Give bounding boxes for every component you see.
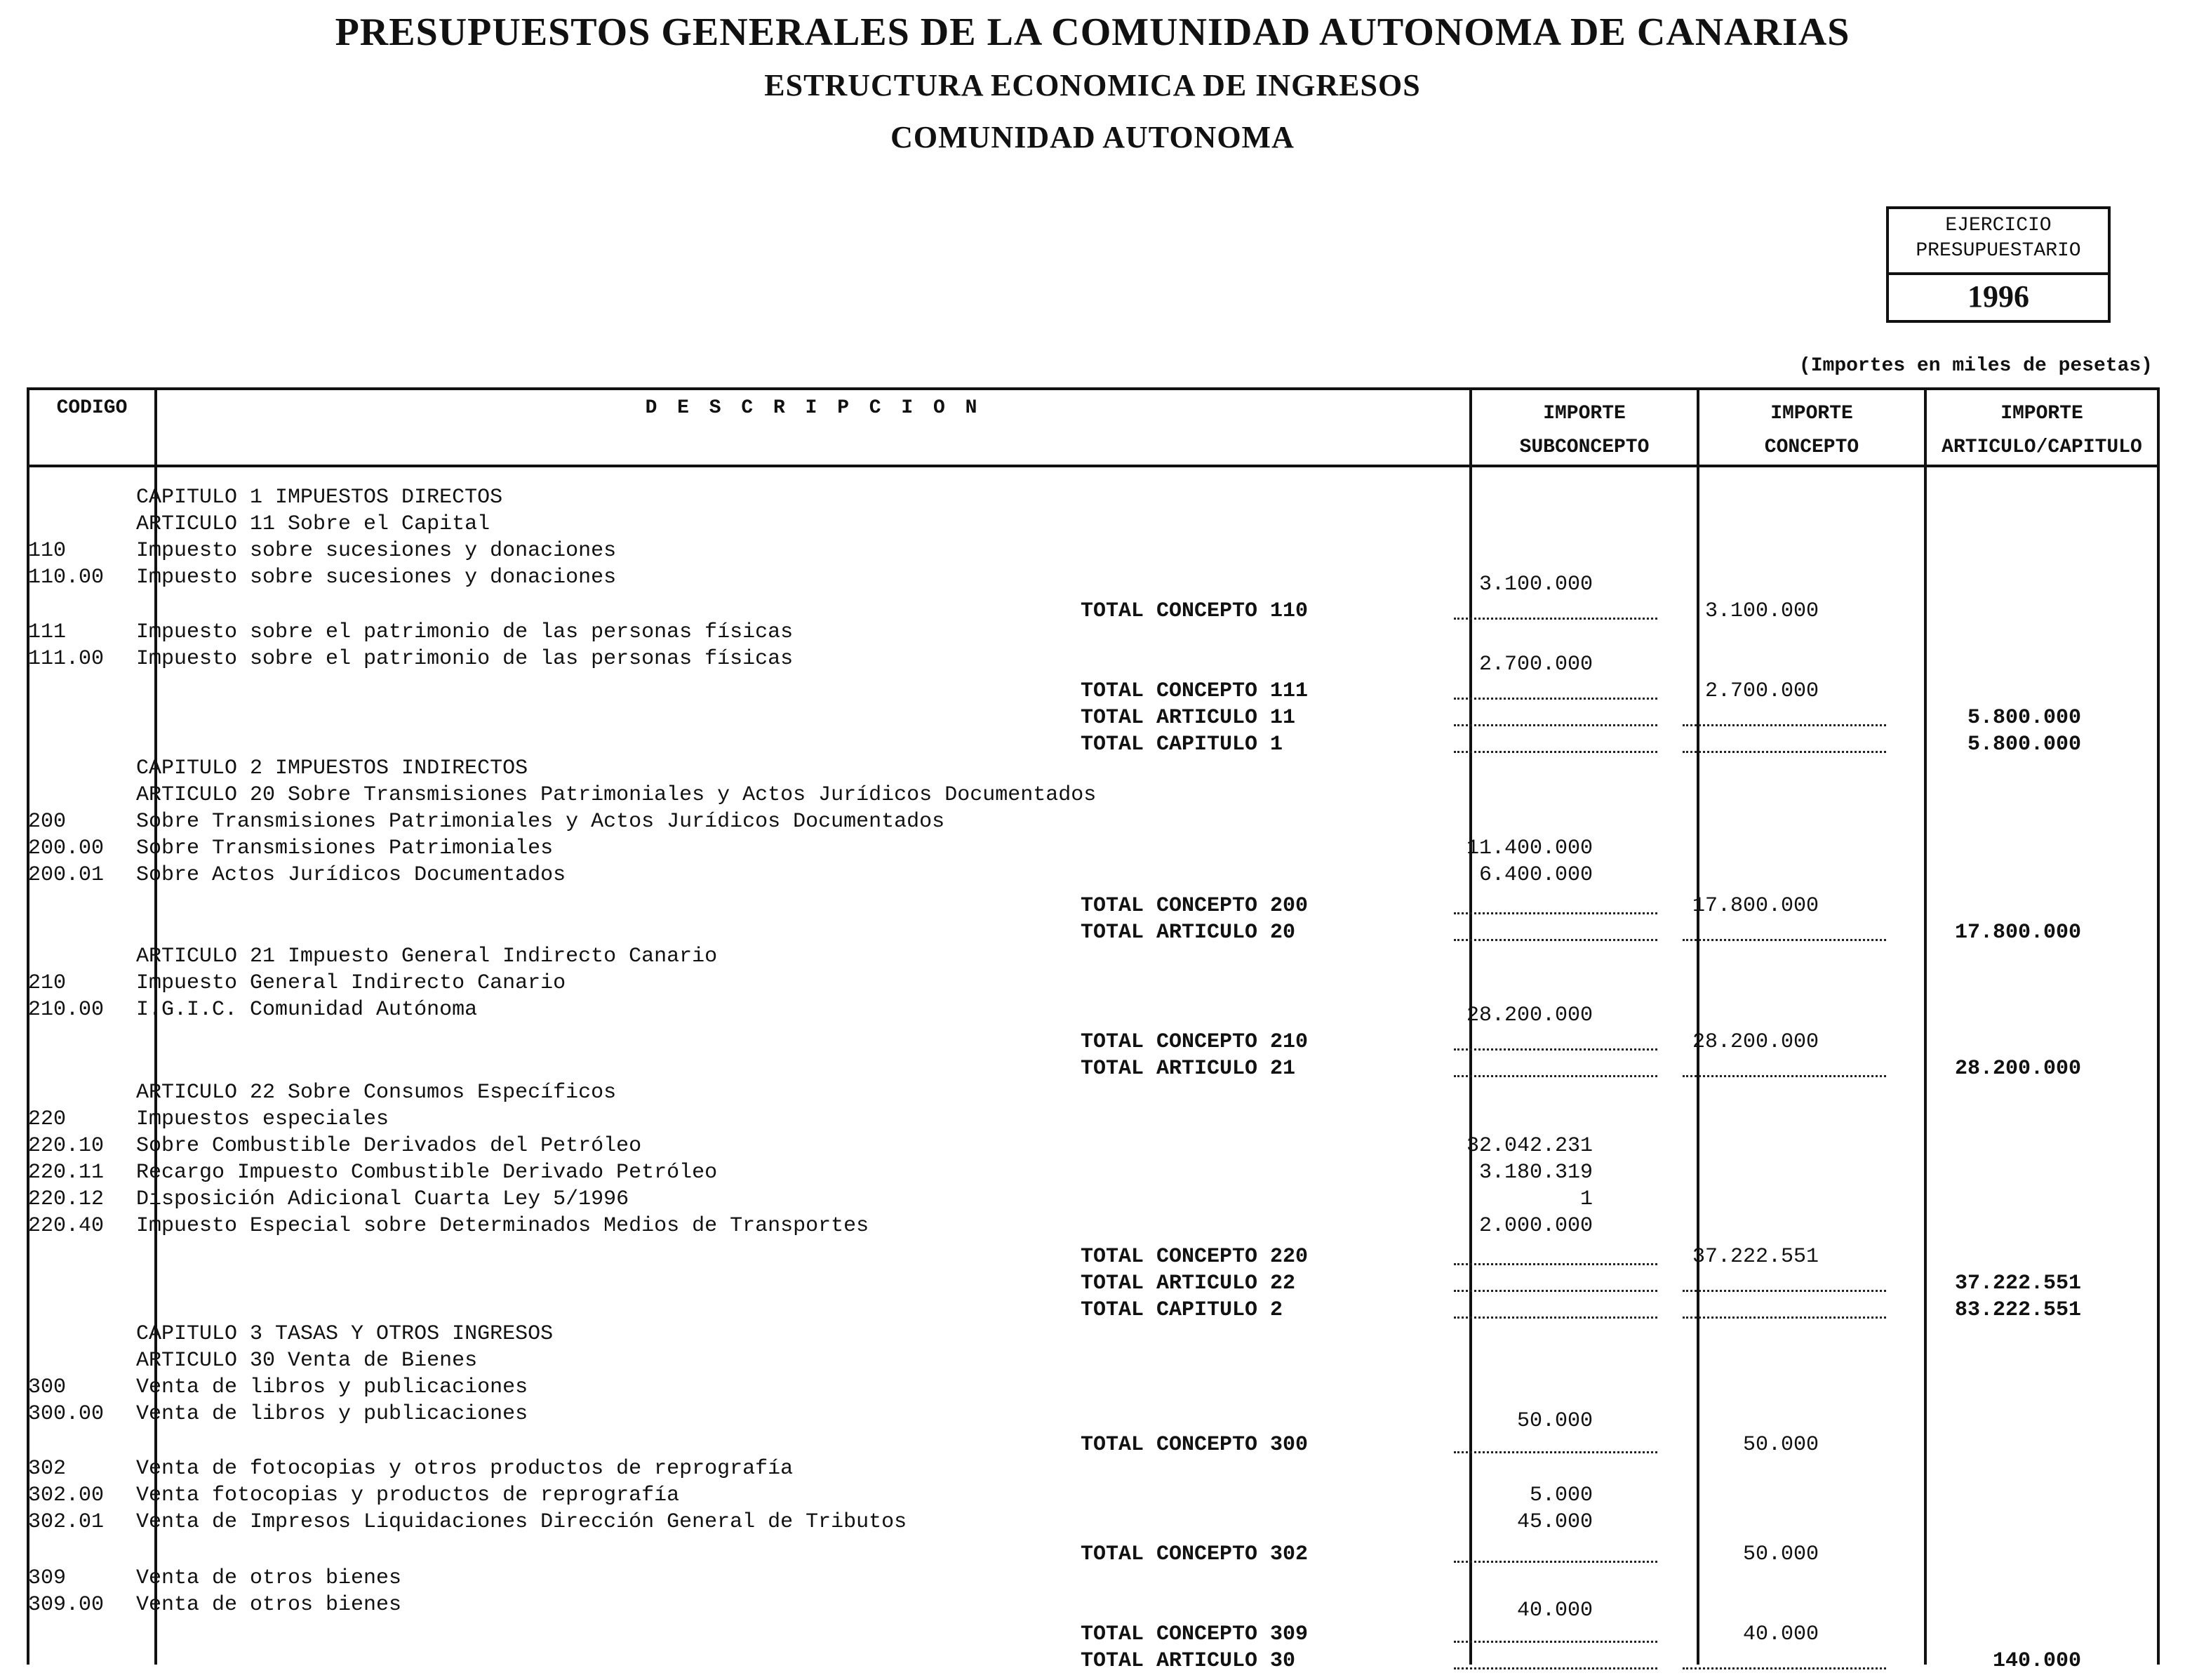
importe-subconcepto: 3.100.000 [1478,573,1593,596]
importe-articulo-capitulo: 140.000 [1992,1649,2081,1673]
total-row [0,731,2133,758]
units-note: (Importes en miles de pesetas) [1798,355,2153,377]
row-description: ARTICULO 22 Sobre Consumos Específicos [136,1081,617,1105]
row-code: 302.01 [28,1510,105,1534]
column-header-concepto [1699,397,1924,465]
row-description: Sobre Actos Jurídicos Documentados [136,863,566,887]
dotted-leader [1454,1075,1657,1077]
column-header-articulo-capitulo [1927,397,2157,465]
importe-articulo-capitulo: 5.800.000 [1967,733,2081,756]
document-section: COMUNIDAD AUTONOMA [890,120,1295,154]
dotted-leader [1683,1667,1886,1669]
row-code: 110.00 [28,566,105,589]
importe-subconcepto: 50.000 [1516,1409,1593,1433]
row-total-label: TOTAL CONCEPTO 210 [1081,1030,1309,1054]
table-row [0,538,2133,564]
importe-concepto: 28.200.000 [1692,1030,1819,1054]
row-description: ARTICULO 21 Impuesto General Indirecto Canario [136,945,718,968]
table-row [0,782,2133,808]
row-total-label: TOTAL CONCEPTO 302 [1081,1542,1309,1566]
row-total-label: TOTAL ARTICULO 22 [1081,1272,1296,1295]
row-code: 111 [28,620,67,644]
column-header-subconcepto [1472,397,1697,465]
table-row [0,1186,2133,1213]
total-row [0,1621,2133,1648]
row-description: Sobre Transmisiones Patrimoniales y Actos Jurídicos Documentados [136,810,945,834]
importe-concepto: 3.100.000 [1704,599,1819,623]
table-border-right [2157,387,2160,1665]
importe-concepto: 37.222.551 [1692,1245,1819,1269]
dotted-leader [1454,751,1657,753]
total-row [0,1055,2133,1082]
row-total-label: TOTAL CONCEPTO 200 [1081,894,1309,918]
dotted-leader [1683,939,1886,941]
column-header-articulo-line2: ARTICULO/CAPITULO [1942,436,2142,458]
dotted-leader [1454,939,1657,941]
row-code: 111.00 [28,647,105,671]
row-total-label: TOTAL CONCEPTO 300 [1081,1433,1309,1457]
table-row [0,571,2133,598]
row-code: 309 [28,1566,67,1590]
row-code: 220.11 [28,1161,105,1185]
row-description: Venta de libros y publicaciones [136,1375,528,1399]
table-border-top [27,387,2160,390]
dotted-leader [1683,751,1886,753]
total-row [0,1432,2133,1458]
row-description: ARTICULO 30 Venta de Bienes [136,1349,478,1373]
importe-subconcepto: 11.400.000 [1466,836,1593,860]
row-total-label: TOTAL CAPITULO 2 [1081,1298,1283,1322]
table-row [0,1106,2133,1133]
table-row [0,943,2133,970]
row-code: 210.00 [28,998,105,1022]
importe-subconcepto: 2.000.000 [1478,1214,1593,1238]
row-description: CAPITULO 2 IMPUESTOS INDIRECTOS [136,756,528,780]
total-row [0,705,2133,731]
table-row [0,1509,2133,1535]
column-header-descripcion: D E S C R I P C I O N [645,397,982,419]
table-row [0,619,2133,646]
table-row [0,1002,2133,1029]
row-total-label: TOTAL ARTICULO 30 [1081,1649,1296,1673]
dotted-leader [1454,1667,1657,1669]
importe-articulo-capitulo: 83.222.551 [1954,1298,2081,1322]
column-header-subconcepto-line1: IMPORTE [1543,403,1626,425]
dotted-leader [1454,1290,1657,1292]
row-total-label: TOTAL CONCEPTO 111 [1081,679,1309,703]
table-row [0,1482,2133,1509]
row-code: 110 [28,539,67,563]
total-row [0,1029,2133,1055]
row-description: Sobre Combustible Derivados del Petróleo [136,1134,642,1158]
row-code: 220 [28,1107,67,1131]
row-description: Impuesto sobre sucesiones y donaciones [136,539,617,563]
table-row [0,808,2133,835]
column-header-subconcepto-line2: SUBCONCEPTO [1519,436,1650,458]
row-code: 200.00 [28,836,105,860]
column-header-concepto-line2: CONCEPTO [1764,436,1859,458]
row-description: Venta fotocopias y productos de reprografía [136,1484,680,1507]
table-row [0,755,2133,782]
row-total-label: TOTAL CONCEPTO 309 [1081,1622,1309,1646]
importe-concepto: 2.700.000 [1704,679,1819,703]
importe-subconcepto: 6.400.000 [1478,863,1593,887]
row-description: Sobre Transmisiones Patrimoniales [136,836,554,860]
importe-concepto: 40.000 [1742,1622,1819,1646]
total-row [0,1541,2133,1568]
header-divider [27,465,2160,467]
dotted-leader [1683,1290,1886,1292]
table-row [0,1133,2133,1159]
row-description: Venta de Impresos Liquidaciones Dirección General de Tributos [136,1510,907,1534]
table-row [0,1565,2133,1592]
total-row [0,678,2133,705]
table-row [0,1321,2133,1347]
importe-subconcepto: 45.000 [1516,1510,1593,1534]
row-description: Venta de otros bienes [136,1566,402,1590]
table-row [0,1374,2133,1401]
row-total-label: TOTAL CONCEPTO 110 [1081,599,1309,623]
total-row [0,1648,2133,1674]
row-description: I.G.I.C. Comunidad Autónoma [136,998,478,1022]
table-row [0,1455,2133,1482]
row-description: CAPITULO 3 TASAS Y OTROS INGRESOS [136,1322,554,1346]
row-code: 220.10 [28,1134,105,1158]
row-total-label: TOTAL ARTICULO 21 [1081,1057,1296,1081]
row-code: 302 [28,1457,67,1481]
row-code: 210 [28,971,67,995]
row-description: Impuesto General Indirecto Canario [136,971,566,995]
importe-concepto: 50.000 [1742,1542,1819,1566]
row-code: 220.40 [28,1214,105,1238]
importe-subconcepto: 28.200.000 [1466,1004,1593,1027]
row-code: 300 [28,1375,67,1399]
table-row [0,835,2133,862]
table-row [0,1079,2133,1106]
dotted-leader [1454,1316,1657,1319]
importe-subconcepto: 40.000 [1516,1599,1593,1622]
document-title: PRESUPUESTOS GENERALES DE LA COMUNIDAD AUTONOMA DE CANARIAS [335,11,1850,54]
row-code: 309.00 [28,1593,105,1617]
table-row [0,1213,2133,1239]
row-total-label: TOTAL ARTICULO 11 [1081,706,1296,730]
document-subtitle: ESTRUCTURA ECONOMICA DE INGRESOS [764,68,1421,102]
row-description: Recargo Impuesto Combustible Derivado Petróleo [136,1161,718,1185]
table-row [0,651,2133,678]
total-row [0,919,2133,946]
ejercicio-label-line1: EJERCICIO [1945,215,2052,236]
total-row [0,1297,2133,1324]
table-row [0,862,2133,888]
table-row [0,970,2133,996]
total-row [0,1244,2133,1270]
importe-concepto: 50.000 [1742,1433,1819,1457]
table-row [0,1347,2133,1374]
dotted-leader [1683,1075,1886,1077]
importe-articulo-capitulo: 37.222.551 [1954,1272,2081,1295]
importe-articulo-capitulo: 5.800.000 [1967,706,2081,730]
importe-articulo-capitulo: 28.200.000 [1954,1057,2081,1081]
importe-articulo-capitulo: 17.800.000 [1954,921,2081,945]
importe-subconcepto: 32.042.231 [1466,1134,1593,1158]
table-row [0,1159,2133,1186]
row-description: CAPITULO 1 IMPUESTOS DIRECTOS [136,486,503,509]
dotted-leader [1454,724,1657,726]
row-total-label: TOTAL CONCEPTO 220 [1081,1245,1309,1269]
importe-concepto: 17.800.000 [1692,894,1819,918]
row-description: Impuesto sobre sucesiones y donaciones [136,566,617,589]
row-description: Impuestos especiales [136,1107,389,1131]
row-total-label: TOTAL CAPITULO 1 [1081,733,1283,756]
total-row [0,1270,2133,1297]
row-total-label: TOTAL ARTICULO 20 [1081,921,1296,945]
table-row [0,1597,2133,1624]
importe-subconcepto: 1 [1579,1187,1593,1211]
column-header-codigo: CODIGO [56,397,128,419]
column-header-concepto-line1: IMPORTE [1770,403,1853,425]
ejercicio-label-line2: PRESUPUESTARIO [1916,240,2081,262]
row-code: 200.01 [28,863,105,887]
table-row [0,511,2133,538]
dotted-leader [1683,724,1886,726]
row-description: ARTICULO 20 Sobre Transmisiones Patrimoniales y Actos Jurídicos Documentados [136,783,1097,807]
importe-subconcepto: 2.700.000 [1478,653,1593,676]
importe-subconcepto: 5.000 [1529,1484,1593,1507]
ejercicio-box [1886,206,2111,323]
row-code: 220.12 [28,1187,105,1211]
row-description: Venta de libros y publicaciones [136,1402,528,1426]
dotted-leader [1683,1316,1886,1319]
total-row [0,893,2133,919]
ejercicio-label [1889,209,2108,275]
row-code: 200 [28,810,67,834]
row-description: Impuesto sobre el patrimonio de las personas físicas [136,647,794,671]
row-description: Impuesto Especial sobre Determinados Medios de Transportes [136,1214,869,1238]
row-description: Disposición Adicional Cuarta Ley 5/1996 [136,1187,629,1211]
table-row [0,1408,2133,1434]
row-description: Impuesto sobre el patrimonio de las personas físicas [136,620,794,644]
column-header-articulo-line1: IMPORTE [2000,403,2083,425]
importe-subconcepto: 3.180.319 [1478,1161,1593,1185]
row-description: Venta de otros bienes [136,1593,402,1617]
row-code: 300.00 [28,1402,105,1426]
row-description: Venta de fotocopias y otros productos de reprografía [136,1457,794,1481]
row-description: ARTICULO 11 Sobre el Capital [136,512,490,536]
row-code: 302.00 [28,1484,105,1507]
ejercicio-year: 1996 [1967,279,2029,314]
table-row [0,484,2133,511]
